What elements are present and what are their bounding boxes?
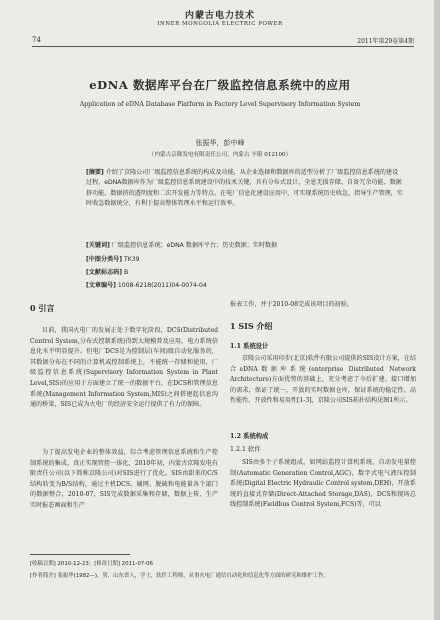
clc-label: [中图分类号] xyxy=(86,256,123,263)
paragraph: 京隆公司采用印步(北京)软件有限公司提供的SIS设计方案，在结合eDNA数据库系统(enterprise Distributed Network Architecture)方面优势的基础上，充分考虑了今后扩建、接口增加的需求，保证了统一，开放的实时数据仓库，保证系统的稳定性、高性能性、开放性和易用性[1-3]，京隆公司SIS拓扑结构见图1所示。 xyxy=(230,355,416,405)
header-rule xyxy=(32,46,414,47)
abstract-text: 介绍了京隆公司厂级监控信息系统的构成及功能，从企业选择和数据库的适型分析了厂级监控信息系统的建设过程，eDNA数据库作为厂级监控信息系统建设中的技术关键，具有分布式设计、全息无损存储、自备冗余功能、数据挤功能、数据挤的透明度和二次开发能力等特点。在电厂信息化建设应用中，可实现系统历史收急，指导生产管理，实时收急数据统分，有利于提高整体管理水平和运行效率。 xyxy=(86,169,403,208)
subsubsection-heading: 1.2.1 软件 xyxy=(230,446,261,453)
section-heading-intro: 0 引言 xyxy=(30,303,55,313)
paragraph: 为了提高发电企业的整体效益，综合考虑管理信息系统和生产控制系统的集成，真正实现管控一体化，2010年初，内蒙古京隆发电有限责任公司(以下简称京隆公司)对SIS进行了优化。SIS由甜来的C/S结构转变为B/S结构，通过主机DCS、辅网、脱硫和电能量各个部门的数据整合，2010-07，SIS完成数据采集和存储，数据上传，生产实时报态画面和生产 xyxy=(30,449,218,509)
paragraph: 报表工作，并于2010-08完成该项目的初验。 xyxy=(230,301,353,308)
affiliation: （内蒙古京隆发电有限责任公司，内蒙古 丰镇 012100） xyxy=(148,152,292,158)
journal-title-en: INNER MONGOLIA ELECTRIC POWER xyxy=(157,21,283,27)
clc-value: TK39 xyxy=(123,256,140,263)
authors: 张振华，彭中峰 xyxy=(195,139,245,147)
document-code xyxy=(86,267,128,276)
section-heading-sis: 1 SIS 介绍 xyxy=(230,321,273,331)
article-number xyxy=(86,280,207,289)
subsection-heading: 1.2 系统构成 xyxy=(230,433,269,440)
footnote-author: [作者简介] 张振华(1982—)，男，山东省人，学士，软件工程师，从事火电厂通信自动化和信息化等方面的研究和维护工作。 xyxy=(30,573,329,579)
volume-info: 2011年第29卷第4期 xyxy=(357,38,414,45)
paragraph: SIS由多个子系统组成，如网站监控计算机系统、自动发电量控制(Automatic Generation Control,AGC)，数字式电气液压控制系统(Digital Electric Hydraulic Control system,DEH)，开放系统的直接式存储(Direct-Attached Storage,DAS)，DCS和现场总线控制系统(Fieldbus Control System,FCS)等，可以 xyxy=(230,459,416,509)
doc-code-label: [文献标志码] xyxy=(86,269,123,276)
abstract-label: [摘要] xyxy=(86,169,104,176)
subsection-heading: 1.1 系统设计 xyxy=(230,343,269,350)
article-no-value: 1008-6218(2011)04-0074-04 xyxy=(117,282,207,289)
abstract xyxy=(86,168,404,210)
footnote-rule xyxy=(30,554,130,555)
article-no-label: [文章编号] xyxy=(86,282,116,289)
clc-number xyxy=(86,254,139,263)
keywords-label: [关键词] xyxy=(86,242,110,249)
article-title-en: Application of eDNA Database Platform in Factory Level Supervisory Information System xyxy=(79,101,361,108)
paragraph: 目前，我国火电厂的发展正处于数字化阶段，DCS(Distributed Control System,分布式控制系统)得到大规模普及应用，电力系统信息化水平明显提升。但电厂DCS是为控制层(车间)级自动化服务的，其数据分布在不同的计算机或控制系统上，不能统一存储和使用，厂级监控信息系统(Supervisory Information System in Plant Level,SIS)的应用于方面建立了统一的数据平台，在DCS和管理信息系统(Management Information System,MIS)之间搭建起信息沟通的桥梁，SIS已成为火电厂的经济安全运行提供了有力的保障。 xyxy=(30,327,218,409)
doc-code-value: B xyxy=(123,269,129,276)
keywords-value: 厂级监控信息系统；eDNA 数据库平台；历史数据；实时数据 xyxy=(111,242,278,249)
journal-title-cn: 内蒙古电力技术 xyxy=(184,11,255,21)
footnote-received: [收稿日期] 2010-12-23；[修改日期] 2011-07-06 xyxy=(30,561,154,567)
page-number: 74 xyxy=(32,36,41,44)
page-edge xyxy=(434,0,440,620)
keywords xyxy=(86,240,277,249)
running-header xyxy=(0,0,440,48)
article-title-cn: eDNA 数据库平台在厂级监控信息系统中的应用 xyxy=(89,78,351,92)
